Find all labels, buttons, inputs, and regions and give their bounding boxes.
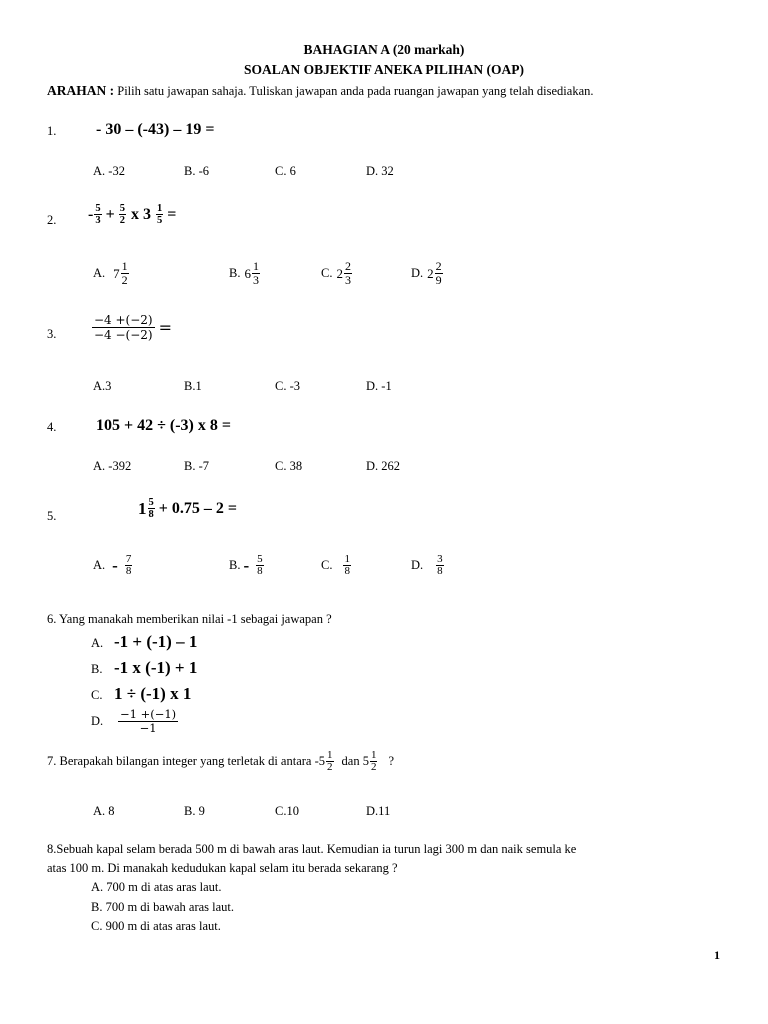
q5-whole: 1	[138, 498, 147, 518]
question-4-number: 4.	[47, 420, 57, 434]
question-5-expression	[138, 497, 237, 520]
q2-fraction-3: $\frac{1}{5}$	[156, 203, 163, 226]
q2-option-a: A. 7 $\frac{1}{2}$	[93, 259, 128, 287]
question-1-number: 1.	[47, 124, 57, 138]
question-5-number: 5.	[47, 509, 57, 523]
question-3-expression	[92, 313, 172, 342]
q2-fraction-1: $\frac{5}{3}$	[95, 203, 101, 226]
page-number: 1	[714, 948, 720, 962]
q6-option-b: B. -1 x (-1) + 1	[91, 658, 198, 677]
question-2-number: 2.	[47, 213, 57, 227]
q6-option-d: D. $\frac{-1 +(-1)}{-1}$	[91, 707, 177, 735]
q8-option-c: C. 900 m di atas aras laut.	[91, 919, 221, 933]
q3-option-d: D. -1	[366, 379, 392, 393]
q6-option-c: C. 1 ÷ (-1) x 1	[91, 684, 192, 703]
q3-option-b: B.1	[184, 379, 202, 393]
q2-times: x 3	[130, 205, 151, 223]
q3-fraction: $\frac{-4 +(-2)}{-4 -(-2)}$	[94, 313, 153, 342]
q7-option-d: D.11	[366, 804, 391, 818]
q5-option-a: A. - $\frac{7}{8}$	[93, 553, 132, 577]
q1-option-d: D. 32	[366, 164, 394, 178]
q2-option-c: C. 2 $\frac{2}{3}$	[321, 259, 351, 287]
q5-option-d: D. $\frac{3}{8}$	[411, 553, 443, 577]
question-2-expression	[88, 203, 176, 226]
question-4-expression: 105 + 42 ÷ (-3) x 8 =	[96, 417, 231, 434]
q1-option-a: A. -32	[93, 164, 125, 178]
q7-fraction-1: $\frac{1}{2}$	[327, 749, 333, 773]
q3-option-a: A.3	[93, 379, 112, 393]
question-6-text: 6. Yang manakah memberikan nilai -1 sebagai jawapan ?	[47, 612, 332, 626]
q7-option-a: A. 8	[93, 804, 115, 818]
question-8-line-2: atas 100 m. Di manakah kedudukan kapal selam itu berada sekarang ?	[47, 861, 398, 875]
instructions-text: Pilih satu jawapan sahaja. Tuliskan jawapan anda pada ruangan jawapan yang telah disediakan.	[117, 84, 594, 98]
instructions	[47, 83, 594, 99]
question-3-number: 3.	[47, 327, 57, 341]
q7-option-b: B. 9	[184, 804, 205, 818]
q7-fraction-2: $\frac{1}{2}$	[370, 749, 377, 773]
q2-equals: =	[167, 205, 177, 223]
question-8-line-1: 8.Sebuah kapal selam berada 500 m di bawah aras laut. Kemudian ia turun lagi 300 m dan naik semula ke	[47, 842, 577, 856]
q2-option-b: B. 6 $\frac{1}{3}$	[229, 259, 259, 287]
q5-option-b: B. - $\frac{5}{8}$	[229, 553, 263, 577]
q8-option-b: B. 700 m di bawah aras laut.	[91, 900, 235, 914]
q5-option-c: C. $\frac{1}{8}$	[321, 553, 350, 577]
q1-option-b: B. -6	[184, 164, 209, 178]
q6-option-a: A. -1 + (-1) – 1	[91, 632, 198, 651]
q4-option-c: C. 38	[275, 459, 303, 473]
q3-equals: =	[158, 318, 173, 337]
q2-fraction-2: $\frac{5}{2}$	[119, 203, 125, 226]
instructions-label: ARAHAN :	[47, 83, 115, 98]
q2-minus: -	[88, 205, 94, 223]
q1-option-c: C. 6	[275, 164, 296, 178]
q2-option-d: D. 2 $\frac{2}{9}$	[411, 259, 442, 287]
section-subtitle: SOALAN OBJEKTIF ANEKA PILIHAN (OAP)	[243, 62, 525, 77]
q4-option-b: B. -7	[184, 459, 209, 473]
q4-option-d: D. 262	[366, 459, 401, 473]
q7-option-c: C.10	[275, 804, 299, 818]
q3-option-c: C. -3	[275, 379, 300, 393]
question-7-text: 7. Berapakah bilangan integer yang terletak di antara -5 $\frac{1}{2}$ dan 5 $\frac{1}{2}$ ?	[47, 749, 395, 773]
q4-option-a: A. -392	[93, 459, 132, 473]
q5-fraction: $\frac{5}{8}$	[148, 497, 154, 520]
q5-rest: + 0.75 – 2 =	[158, 499, 237, 517]
question-1-expression: - 30 – (-43) – 19 =	[96, 121, 215, 138]
q2-plus: +	[105, 205, 115, 223]
section-title: BAHAGIAN A (20 markah)	[303, 42, 465, 57]
q8-option-a: A. 700 m di atas aras laut.	[91, 880, 222, 894]
